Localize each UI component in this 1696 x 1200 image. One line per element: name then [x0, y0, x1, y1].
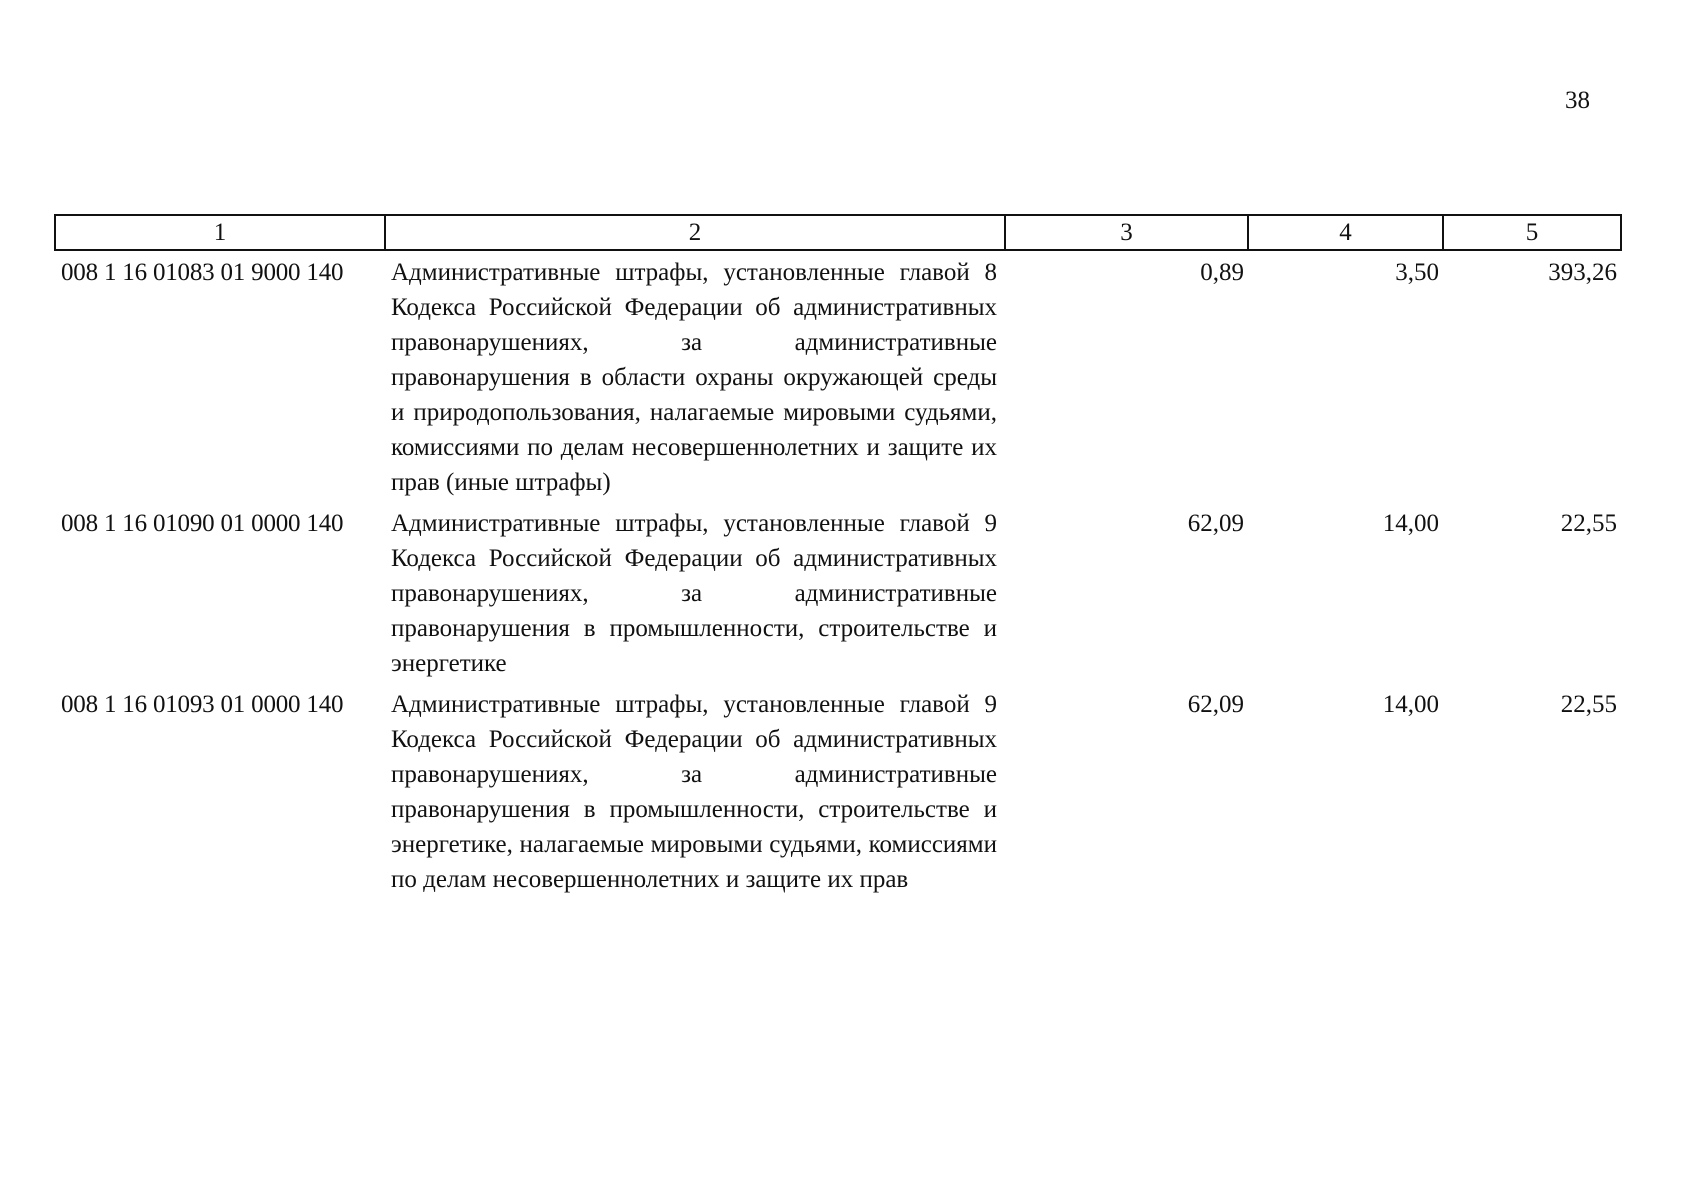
value-col-4-cell: 14,00 — [1382, 691, 1439, 718]
header-col-1: 1 — [55, 215, 385, 250]
value-col-4-cell: 3,50 — [1395, 259, 1439, 286]
description-cell: Административные штрафы, установленные главой 9 Кодекса Российской Федерации об административных правонарушениях, за административные правонарушения в промышленности, строительстве и энергетике, налагаемые мировыми судьями, комиссиями по делам несовершеннолетних и защите их прав — [391, 691, 997, 893]
value-col-5-cell: 22,55 — [1560, 510, 1617, 537]
table-row — [55, 502, 1621, 683]
header-row — [55, 215, 1621, 250]
table-row — [55, 250, 1621, 502]
value-col-3-cell: 62,09 — [1187, 510, 1244, 537]
description-cell: Административные штрафы, установленные главой 9 Кодекса Российской Федерации об административных правонарушениях, за административные правонарушения в промышленности, строительстве и энергетике — [391, 510, 997, 677]
header-col-3: 3 — [1005, 215, 1248, 250]
table-body — [55, 250, 1621, 899]
value-col-5-cell: 393,26 — [1548, 259, 1617, 286]
table-row — [55, 683, 1621, 899]
description-cell: Административные штрафы, установленные главой 8 Кодекса Российской Федерации об административных правонарушениях, за административные правонарушения в области охраны окружающей среды и природопользования, налагаемые мировыми судьями, комиссиями по делам несовершеннолетних и защите их прав (иные штрафы) — [391, 259, 997, 496]
page-number: 38 — [1565, 87, 1590, 114]
budget-code-cell: 008 1 16 01090 01 0000 140 — [61, 510, 344, 537]
header-col-5: 5 — [1443, 215, 1621, 250]
value-col-4-cell: 14,00 — [1382, 510, 1439, 537]
budget-code-cell: 008 1 16 01083 01 9000 140 — [61, 259, 344, 286]
value-col-3-cell: 0,89 — [1200, 259, 1244, 286]
budget-code-cell: 008 1 16 01093 01 0000 140 — [61, 691, 344, 718]
value-col-5-cell: 22,55 — [1560, 691, 1617, 718]
table-header — [55, 215, 1621, 250]
header-col-4: 4 — [1248, 215, 1443, 250]
header-col-2: 2 — [385, 215, 1005, 250]
budget-table — [54, 214, 1622, 899]
value-col-3-cell: 62,09 — [1187, 691, 1244, 718]
